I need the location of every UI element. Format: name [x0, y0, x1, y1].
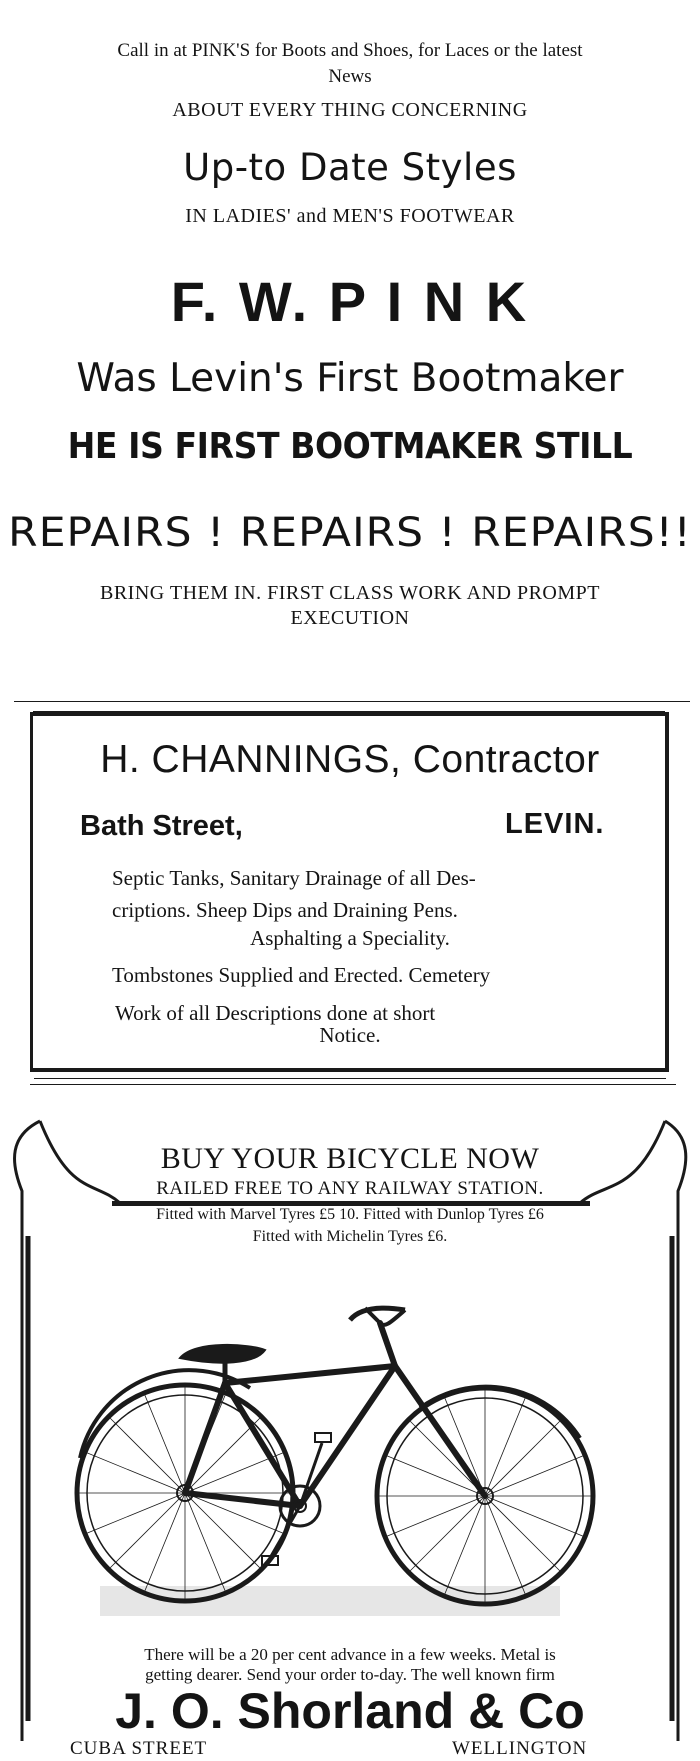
pink-footwear: IN LADIES' and MEN'S FOOTWEAR — [185, 205, 515, 227]
bicycle-tyres-line2: Fitted with Michelin Tyres £6. — [252, 1228, 448, 1245]
bicycle-tyres-line1: Fitted with Marvel Tyres £5 10. Fitted with Dunlop Tyres £6 — [156, 1206, 544, 1223]
bicycle-firm-city: WELLINGTON — [452, 1738, 588, 1759]
channings-bottom-rule — [34, 1078, 666, 1079]
bicycle-headline: BUY YOUR BICYCLE NOW — [160, 1142, 540, 1175]
pink-about: ABOUT EVERY THING CONCERNING — [172, 99, 528, 121]
channings-bottom-border — [33, 1068, 665, 1072]
bicycle-firm-name: J. O. Shorland & Co — [115, 1683, 585, 1739]
bicycle-advance-line2: getting dearer. Send your order to-day. The well known firm — [145, 1665, 555, 1684]
bicycle-illustration — [60, 1268, 620, 1628]
channings-line2: criptions. Sheep Dips and Draining Pens. — [112, 898, 458, 922]
bicycle-firm-street: CUBA STREET — [70, 1738, 208, 1759]
channings-town: LEVIN. — [505, 808, 605, 840]
pink-first-bootmaker: Was Levin's First Bootmaker — [76, 356, 624, 401]
pink-intro-line1: Call in at PINK'S for Boots and Shoes, for Laces or the latest — [117, 40, 583, 61]
channings-line5: Work of all Descriptions done at short — [115, 1001, 436, 1025]
channings-line6: Notice. — [319, 1023, 381, 1047]
pink-first-still: HE IS FIRST BOOTMAKER STILL — [67, 426, 633, 467]
channings-line1: Septic Tanks, Sanitary Drainage of all Des- — [112, 866, 476, 890]
bicycle-railed: RAILED FREE TO ANY RAILWAY STATION. — [156, 1178, 544, 1199]
bicycle-advance-line1: There will be a 20 per cent advance in a few weeks. Metal is — [144, 1645, 556, 1664]
separator-rule — [14, 701, 690, 702]
pink-name: F. W. P I N K — [170, 270, 530, 333]
channings-line4: Tombstones Supplied and Erected. Cemetery — [112, 963, 491, 987]
channings-line3: Asphalting a Speciality. — [250, 926, 450, 950]
pink-styles-heading: Up-to Date Styles — [183, 146, 517, 189]
pink-repairs: REPAIRS ! REPAIRS ! REPAIRS!! — [8, 510, 692, 556]
pink-bring-line2: EXECUTION — [290, 607, 410, 629]
channings-street: Bath Street, — [80, 810, 243, 842]
pink-bring-line1: BRING THEM IN. FIRST CLASS WORK AND PROMPT — [100, 582, 600, 604]
channings-title: H. CHANNINGS, Contractor — [100, 738, 600, 781]
pink-intro-line2: News — [328, 66, 372, 87]
